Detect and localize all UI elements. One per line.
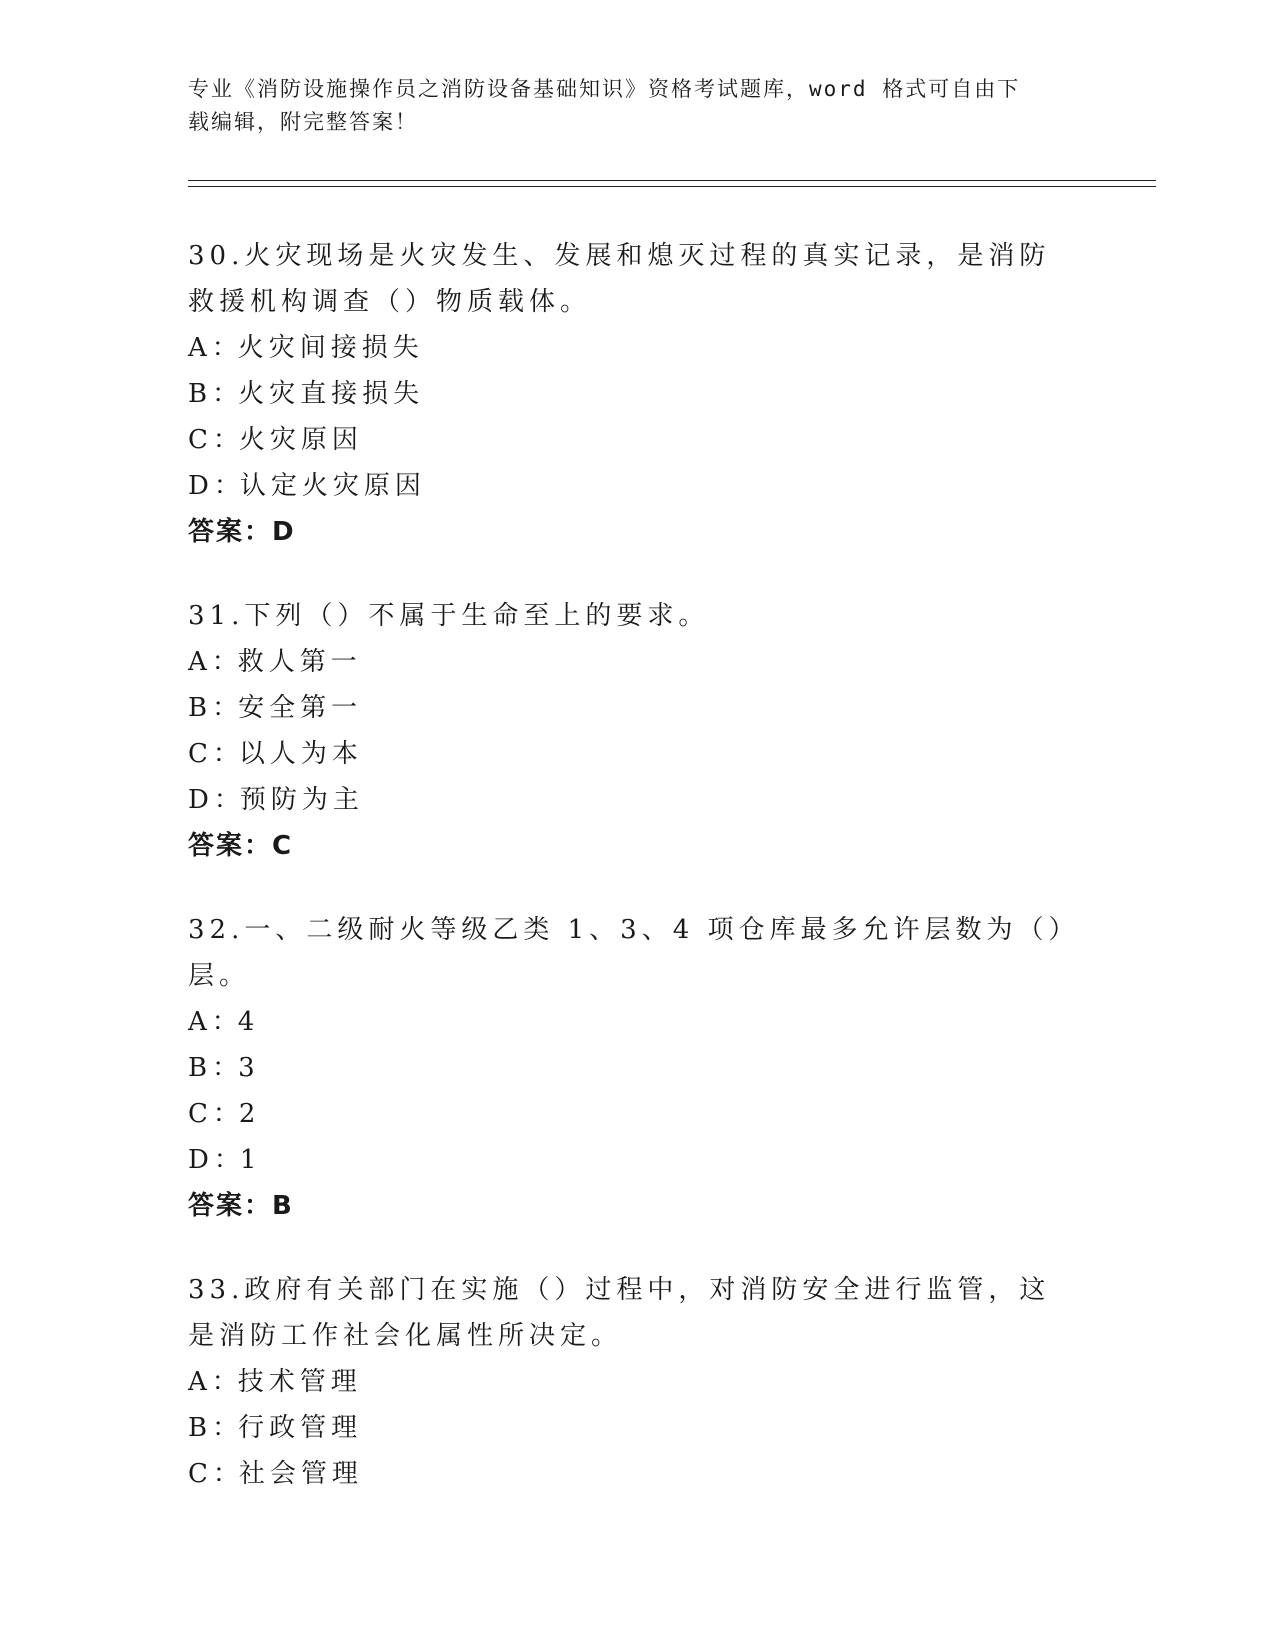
answer-option [188, 371, 1088, 417]
document-header [188, 73, 1088, 139]
option-key: C [188, 1099, 213, 1129]
option-key: B [188, 1413, 213, 1443]
option-text: 行政管理 [238, 1413, 363, 1443]
question-item [188, 593, 1088, 869]
option-text: 火灾原因 [238, 425, 363, 455]
option-separator: ： [212, 379, 239, 409]
option-text: 1 [239, 1145, 262, 1175]
header-line-2: 载编辑，附完整答案！ [188, 110, 418, 134]
answer-option [188, 417, 1088, 463]
question-item [188, 233, 1088, 555]
header-divider-bottom [188, 186, 1156, 187]
option-text: 社会管理 [238, 1459, 363, 1489]
option-key: D [188, 1145, 214, 1175]
answer-option [188, 1137, 1088, 1183]
answer-option [188, 1405, 1088, 1451]
option-key: D [188, 785, 214, 815]
option-text: 技术管理 [237, 1367, 362, 1397]
option-separator: ： [212, 1459, 239, 1489]
answer-option [188, 777, 1088, 823]
option-text: 2 [238, 1099, 261, 1129]
option-separator: ： [211, 333, 238, 363]
option-text: 3 [238, 1053, 260, 1083]
option-key: C [188, 739, 213, 769]
option-separator: ： [212, 1413, 239, 1443]
option-separator: ： [211, 647, 238, 677]
option-key: B [188, 1053, 213, 1083]
option-separator: ： [211, 1007, 238, 1037]
answer-key: 答案：B [188, 1191, 294, 1221]
option-separator: ： [213, 785, 240, 815]
option-key: D [188, 471, 214, 501]
option-key: A [188, 1007, 212, 1037]
question-item [188, 1267, 1088, 1497]
question-text: 30.火灾现场是火灾发生、发展和熄灭过程的真实记录，是消防救援机构调查（）物质载体。 [188, 241, 1051, 317]
option-text: 认定火灾原因 [239, 471, 426, 501]
header-line-1: 专业《消防设施操作员之消防设备基础知识》资格考试题库，word 格式可自由下 [188, 77, 1021, 101]
answer-option [188, 1451, 1088, 1497]
option-separator: ： [212, 1053, 239, 1083]
option-text: 以人为本 [238, 739, 363, 769]
option-key: C [188, 425, 213, 455]
option-separator: ： [212, 693, 239, 723]
option-text: 火灾间接损失 [237, 333, 424, 363]
answer-option [188, 639, 1088, 685]
option-separator: ： [212, 425, 239, 455]
option-separator: ： [212, 739, 239, 769]
question-text: 32.一、二级耐火等级乙类 1、3、4 项仓库最多允许层数为（）层。 [188, 915, 1067, 991]
answer-key: 答案：C [188, 831, 294, 861]
option-key: B [188, 379, 213, 409]
question-item [188, 907, 1088, 1229]
answer-option [188, 1045, 1088, 1091]
answer-option [188, 1359, 1088, 1405]
answer-option [188, 463, 1088, 509]
answer-option [188, 731, 1088, 777]
answer-key: 答案：D [188, 517, 296, 547]
option-separator: ： [213, 471, 240, 501]
answer-option [188, 999, 1088, 1045]
option-separator: ： [211, 1367, 238, 1397]
question-text: 31.下列（）不属于生命至上的要求。 [188, 601, 710, 631]
option-text: 救人第一 [237, 647, 362, 677]
option-key: B [188, 693, 213, 723]
option-text: 预防为主 [239, 785, 364, 815]
option-text: 火灾直接损失 [238, 379, 425, 409]
option-key: C [188, 1459, 213, 1489]
option-text: 安全第一 [238, 693, 363, 723]
option-separator: ： [213, 1145, 240, 1175]
option-key: A [188, 1367, 212, 1397]
option-text: 4 [237, 1007, 260, 1037]
question-list [188, 233, 1088, 1535]
answer-option [188, 325, 1088, 371]
option-key: A [188, 647, 212, 677]
question-text: 33.政府有关部门在实施（）过程中，对消防安全进行监管，这是消防工作社会化属性所决定。 [188, 1275, 1051, 1351]
answer-option [188, 685, 1088, 731]
answer-option [188, 1091, 1088, 1137]
option-key: A [188, 333, 212, 363]
option-separator: ： [212, 1099, 239, 1129]
header-divider-top [188, 180, 1156, 181]
